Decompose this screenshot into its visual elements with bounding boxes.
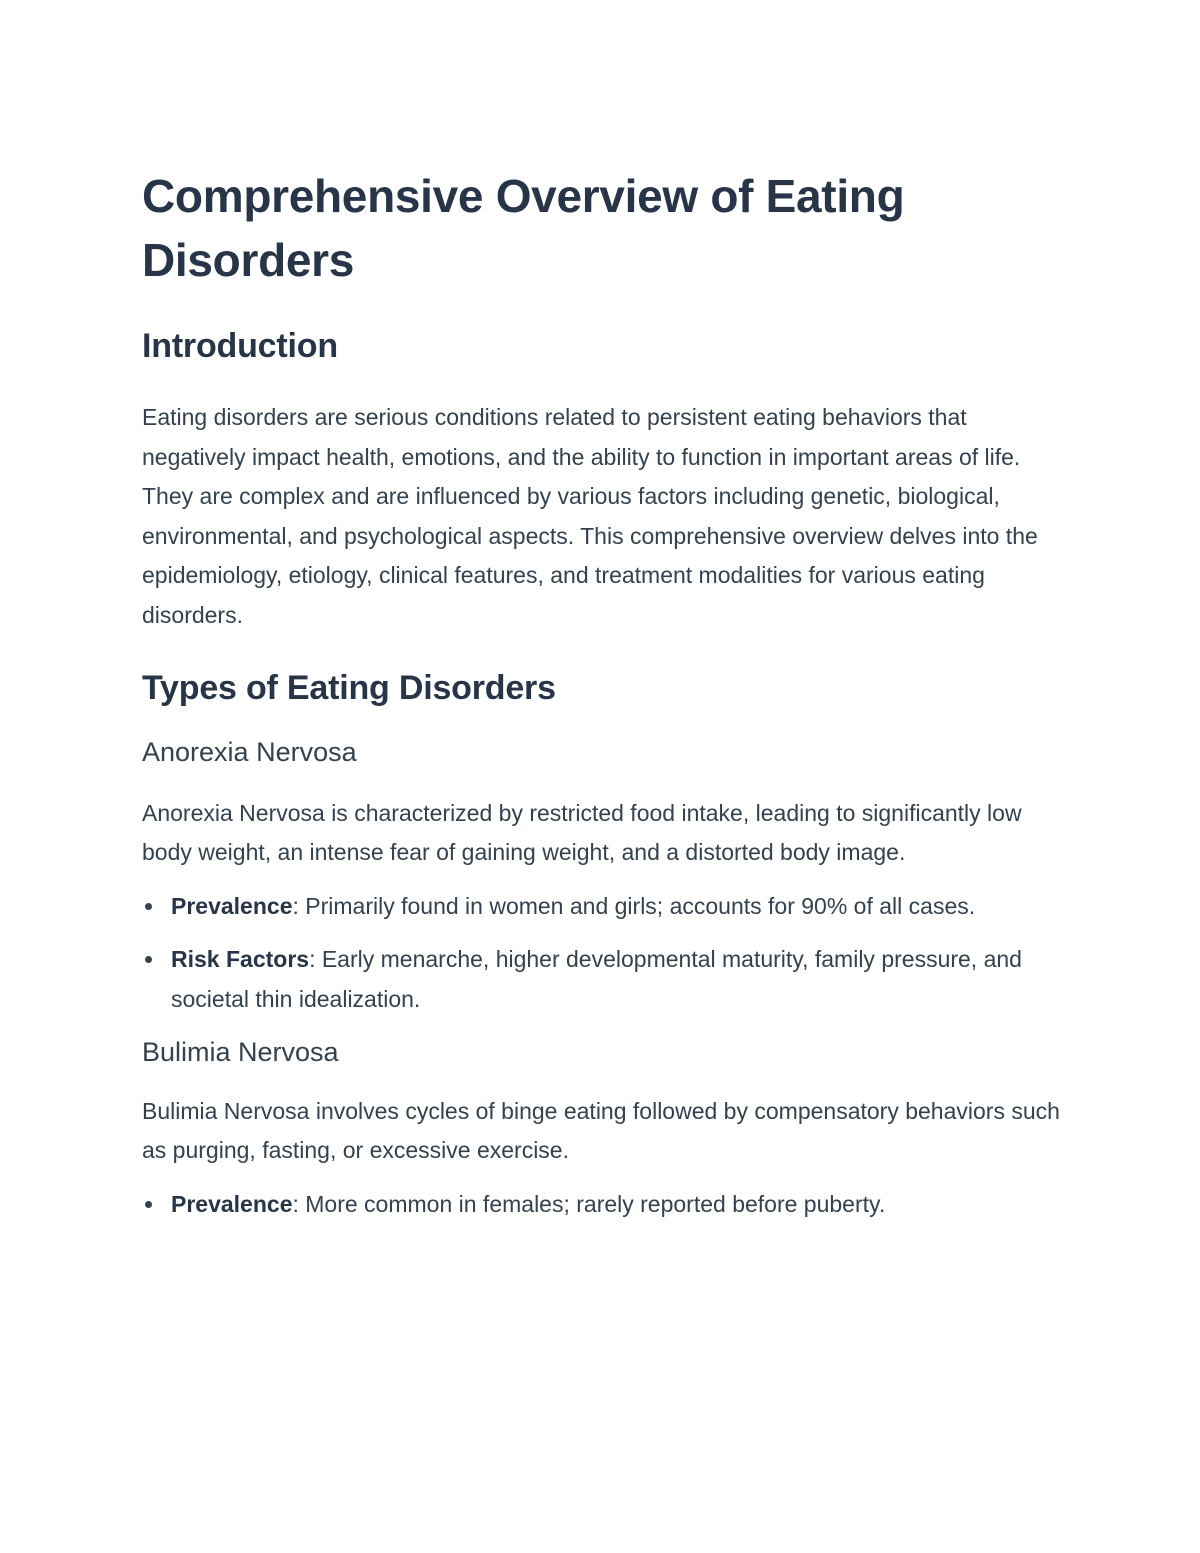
anorexia-list xyxy=(142,887,1062,1020)
list-item-label: Prevalence xyxy=(171,1190,293,1217)
list-item-text: : More common in females; rarely reported before puberty. xyxy=(292,1190,886,1217)
bulimia-heading: Bulimia Nervosa xyxy=(142,1036,339,1067)
list-item-label: Prevalence xyxy=(171,892,293,919)
bulimia-list xyxy=(142,1185,1062,1225)
list-item xyxy=(142,940,1062,1019)
document-page xyxy=(142,160,1062,1224)
bullet-icon xyxy=(145,903,152,910)
list-item xyxy=(142,887,1062,927)
list-item-label: Risk Factors xyxy=(171,946,310,973)
bullet-icon xyxy=(145,1201,152,1208)
anorexia-heading: Anorexia Nervosa xyxy=(142,736,357,767)
list-item xyxy=(142,1185,1062,1225)
types-heading: Types of Eating Disorders xyxy=(142,668,556,707)
introduction-heading: Introduction xyxy=(142,327,338,365)
bullet-icon xyxy=(145,956,152,963)
document-title: Comprehensive Overview of Eating Disorders xyxy=(142,170,905,286)
anorexia-paragraph: Anorexia Nervosa is characterized by restricted food intake, leading to significantly low body weight, an intense fear of gaining weight, and a distorted body image. xyxy=(142,799,1022,866)
introduction-paragraph: Eating disorders are serious conditions related to persistent eating behaviors that negatively impact health, emotions, and the ability to function in important areas of life. They are complex and are influenced by various factors including genetic, biological, environmental, and psychological aspects. This comprehensive overview delves into the epidemiology, etiology, clinical features, and treatment modalities for various eating disorders. xyxy=(142,404,1038,628)
bulimia-paragraph: Bulimia Nervosa involves cycles of binge eating followed by compensatory behaviors such as purging, fasting, or excessive exercise. xyxy=(142,1097,1060,1164)
list-item-text: : Primarily found in women and girls; accounts for 90% of all cases. xyxy=(292,892,976,919)
list-item-text: : Early menarche, higher developmental maturity, family pressure, and societal thin idealization. xyxy=(171,946,1022,1012)
